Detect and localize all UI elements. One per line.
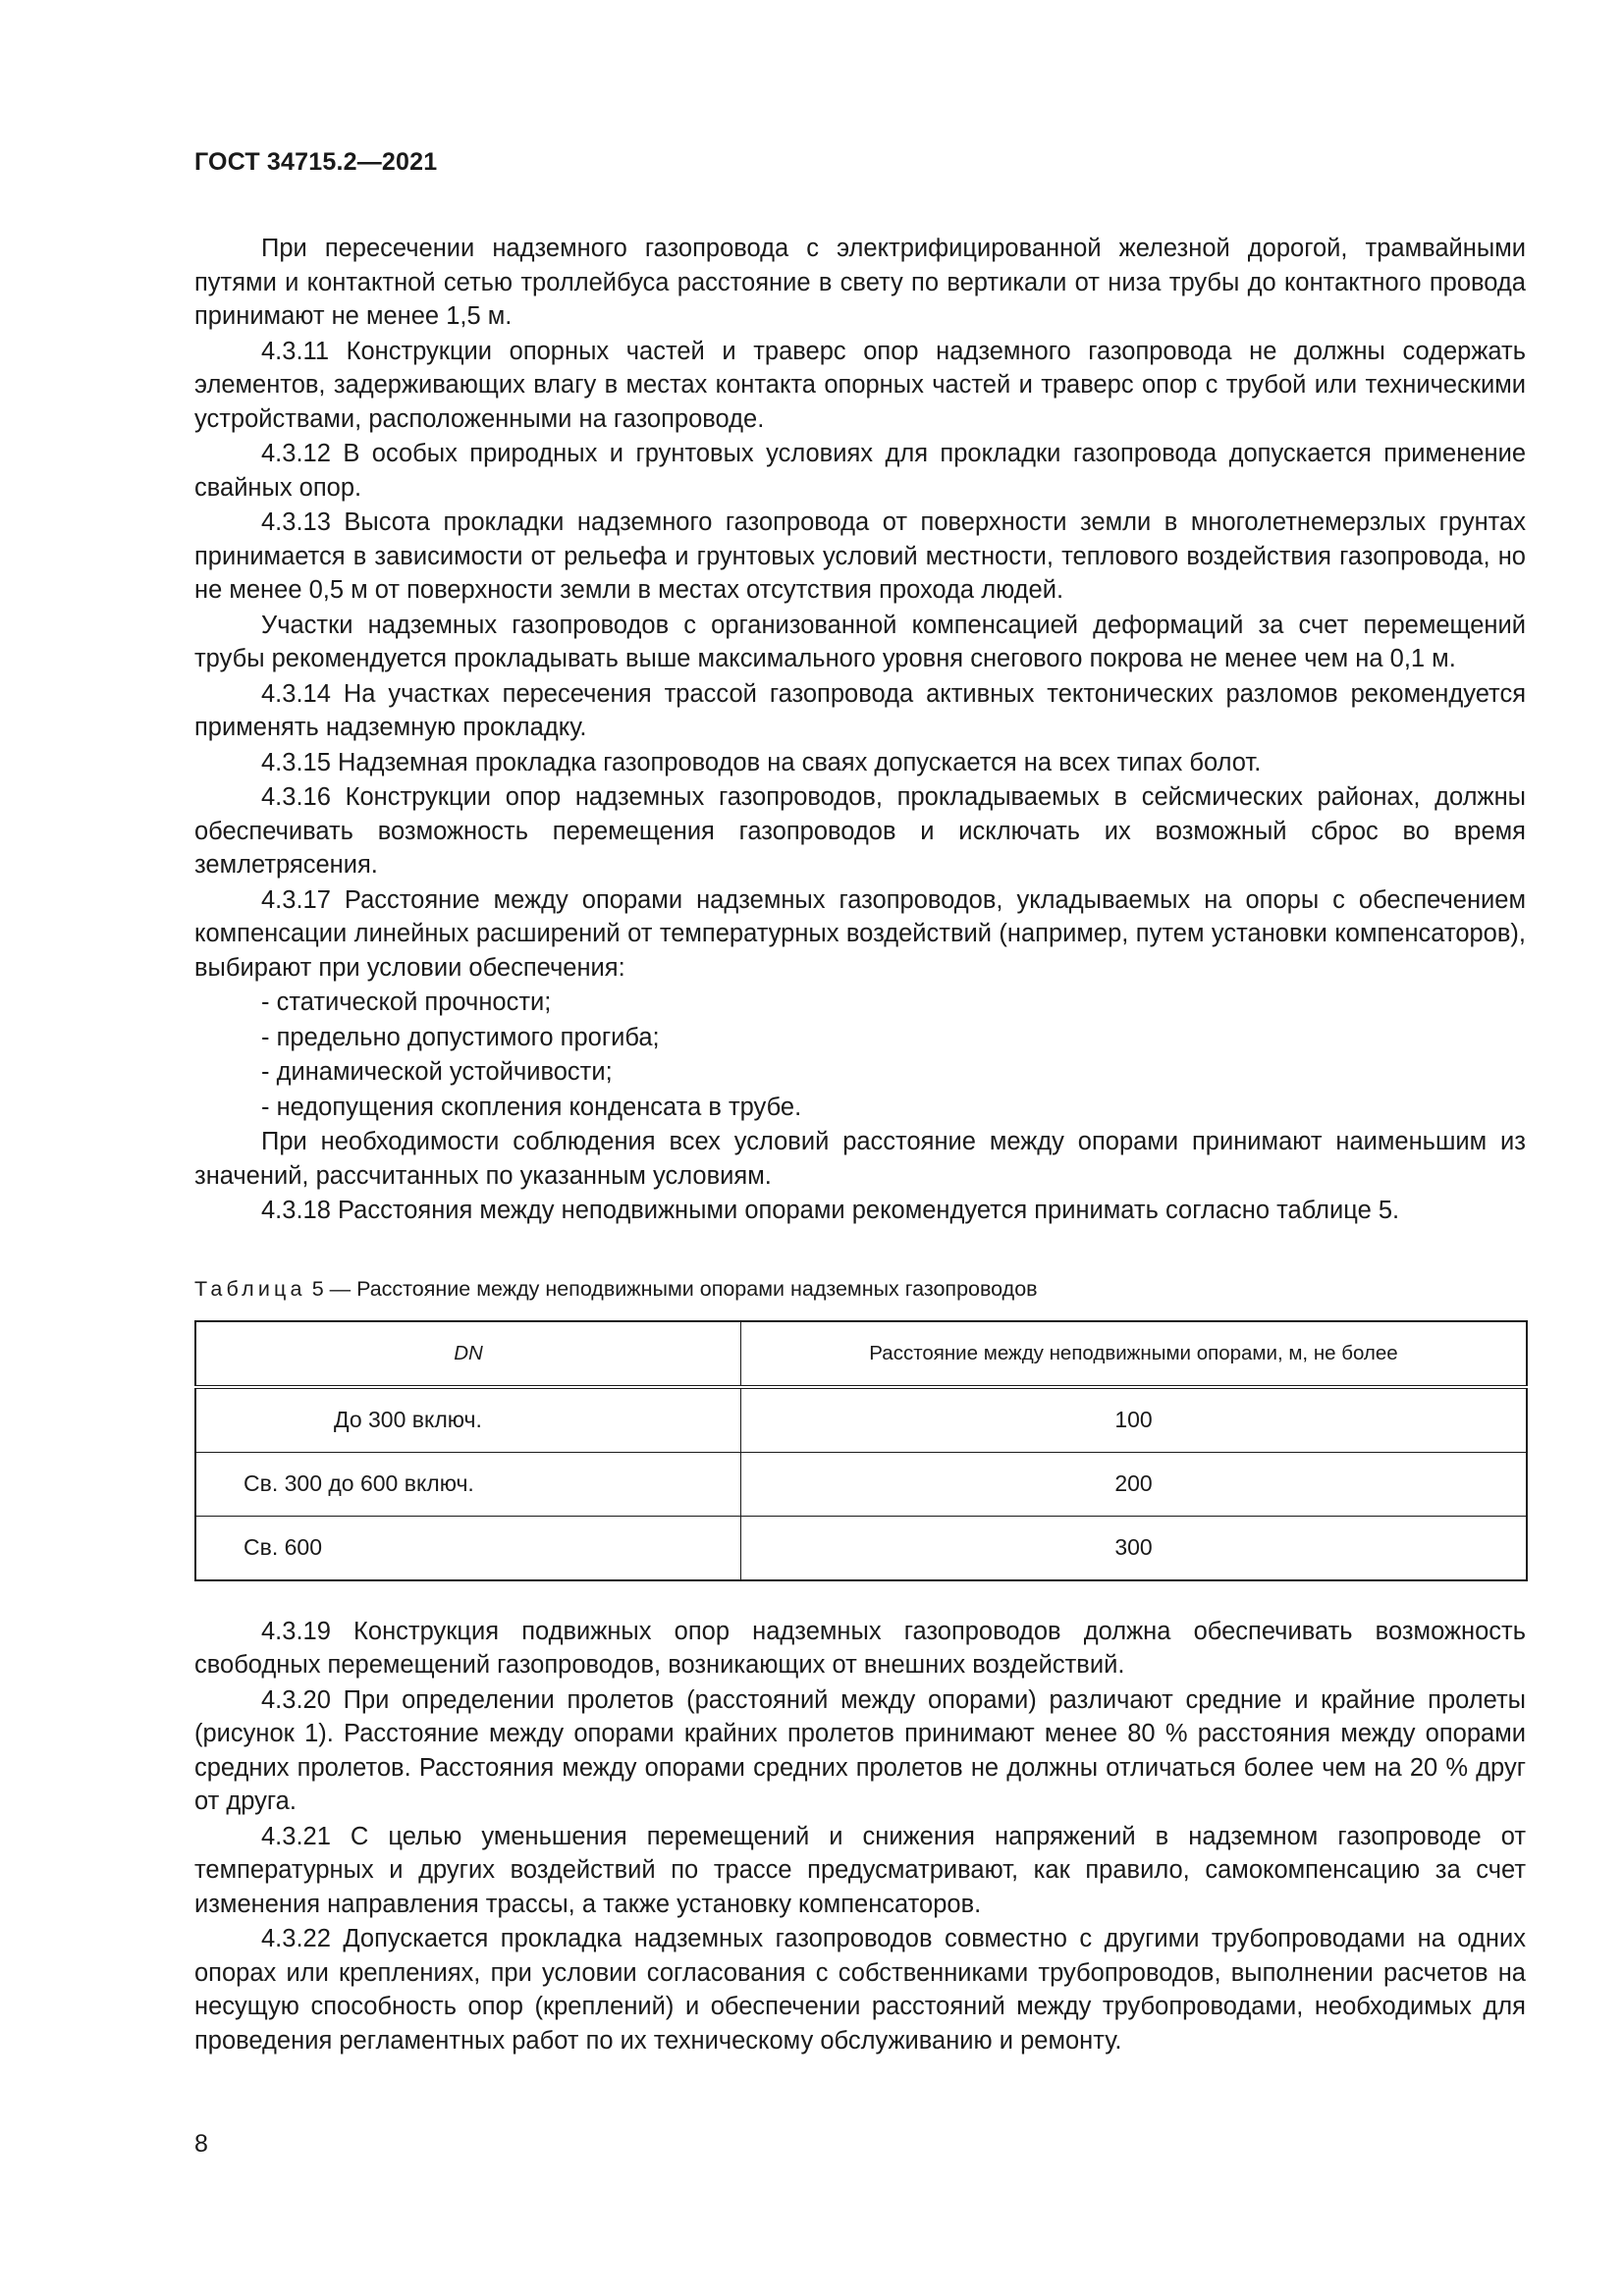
- document-page: [194, 147, 1526, 2058]
- section-top: [194, 232, 1526, 985]
- list-item: - динамической устойчивости;: [261, 1058, 613, 1086]
- paragraph-4-3-20: 4.3.20 При определении пролетов (расстояний между опорами) различают средние и крайние пролеты (рисунок 1). Расстояние между опорами крайних пролетов принимают менее 80 % расстояния между опорами средних пролетов. Расстояния между опорами средних пролетов не должны отличаться более чем на 20 % друг от друга.: [194, 1685, 1526, 1815]
- table-cell-distance: 100: [741, 1387, 1528, 1453]
- conditions-list: [194, 986, 1526, 1124]
- paragraph-4-3-16: 4.3.16 Конструкции опор надземных газопроводов, прокладываемых в сейсмических районах, должны обеспечивать возможность перемещения газопроводов и исключать их возможный сброс во время землетрясения.: [194, 783, 1526, 879]
- table-row: [195, 1452, 1527, 1516]
- table-cell-distance: 300: [741, 1516, 1528, 1580]
- paragraph-4-3-13: 4.3.13 Высота прокладки надземного газопровода от поверхности земли в многолетнемерзлых грунтах принимается в зависимости от рельефа и грунтовых условий местности, теплового воздействия газопровода, но не менее 0,5 м от поверхности земли в местах отсутствия прохода людей.: [194, 508, 1526, 604]
- paragraph: При необходимости соблюдения всех условий расстояние между опорами принимают наименьшим из значений, рассчитанных по указанным условиям.: [194, 1128, 1526, 1190]
- list-item: - недопущения скопления конденсата в трубе.: [261, 1093, 802, 1121]
- paragraph-4-3-21: 4.3.21 С целью уменьшения перемещений и снижения напряжений в надземном газопроводе от температурных и других воздействий по трассе предусматривают, как правило, самокомпенсацию за счет изменения направления трассы, а также установку компенсаторов.: [194, 1822, 1526, 1918]
- table-row: [195, 1387, 1527, 1453]
- table-caption-text: 5 — Расстояние между неподвижными опорами надземных газопроводов: [311, 1276, 1038, 1301]
- page-number: 8: [194, 2130, 208, 2158]
- paragraph-4-3-15: 4.3.15 Надземная прокладка газопроводов на сваях допускается на всех типах болот.: [261, 748, 1262, 776]
- paragraph-4-3-18: 4.3.18 Расстояния между неподвижными опорами рекомендуется принимать согласно таблице 5.: [261, 1197, 1400, 1224]
- paragraph-4-3-14: 4.3.14 На участках пересечения трассой газопровода активных тектонических разломов рекомендуется применять надземную прокладку.: [194, 679, 1526, 741]
- table-cell-dn: Св. 300 до 600 включ.: [195, 1452, 741, 1516]
- column-header-dn: DN: [195, 1321, 741, 1387]
- list-item: - предельно допустимого прогиба;: [261, 1023, 660, 1051]
- table-cell-distance: 200: [741, 1452, 1528, 1516]
- list-item: - статической прочности;: [261, 988, 552, 1016]
- section-mid: [194, 1125, 1526, 1228]
- distance-table: [194, 1320, 1528, 1581]
- table-cell-dn: Св. 600: [195, 1516, 741, 1580]
- table-caption: [194, 1275, 1526, 1303]
- paragraph: При пересечении надземного газопровода с электрифицированной железной дорогой, трамвайными путями и контактной сетью троллейбуса расстояние в свету по вертикали от низа трубы до контактного провода принимают не менее 1,5 м.: [194, 235, 1526, 330]
- section-bottom: [194, 1615, 1526, 2058]
- table-caption-label: Таблица: [194, 1276, 306, 1301]
- table-header-row: [195, 1321, 1527, 1387]
- paragraph-4-3-12: 4.3.12 В особых природных и грунтовых условиях для прокладки газопровода допускается применение свайных опор.: [194, 440, 1526, 502]
- paragraph-4-3-22: 4.3.22 Допускается прокладка надземных газопроводов совместно с другими трубопроводами на одних опорах или креплениях, при условии согласования с собственниками трубопроводов, выполнении расчетов на несущую способность опор (креплений) и обеспечении расстояний между трубопроводами, необходимых для проведения регламентных работ по их техническому обслуживанию и ремонту.: [194, 1925, 1526, 2055]
- document-code: ГОСТ 34715.2—2021: [194, 148, 438, 176]
- paragraph-4-3-19: 4.3.19 Конструкция подвижных опор надземных газопроводов должна обеспечивать возможность свободных перемещений газопроводов, возникающих от внешних воздействий.: [194, 1617, 1526, 1679]
- table-cell-dn: До 300 включ.: [195, 1387, 741, 1453]
- paragraph-4-3-11: 4.3.11 Конструкции опорных частей и траверс опор надземного газопровода не должны содержать элементов, задерживающих влагу в местах контакта опорных частей и траверс опор с трубой или техническими устройствами, расположенными на газопроводе.: [194, 337, 1526, 433]
- table-row: [195, 1516, 1527, 1580]
- paragraph: Участки надземных газопроводов с организованной компенсацией деформаций за счет перемещений трубы рекомендуется прокладывать выше максимального уровня снегового покрова не менее чем на 0,1 м.: [194, 611, 1526, 672]
- paragraph-4-3-17: 4.3.17 Расстояние между опорами надземных газопроводов, укладываемых на опоры с обеспечением компенсации линейных расширений от температурных воздействий (например, путем установки компенсаторов), выбирают при условии обеспечения:: [194, 885, 1526, 982]
- column-header-distance: Расстояние между неподвижными опорами, м, не более: [741, 1321, 1528, 1387]
